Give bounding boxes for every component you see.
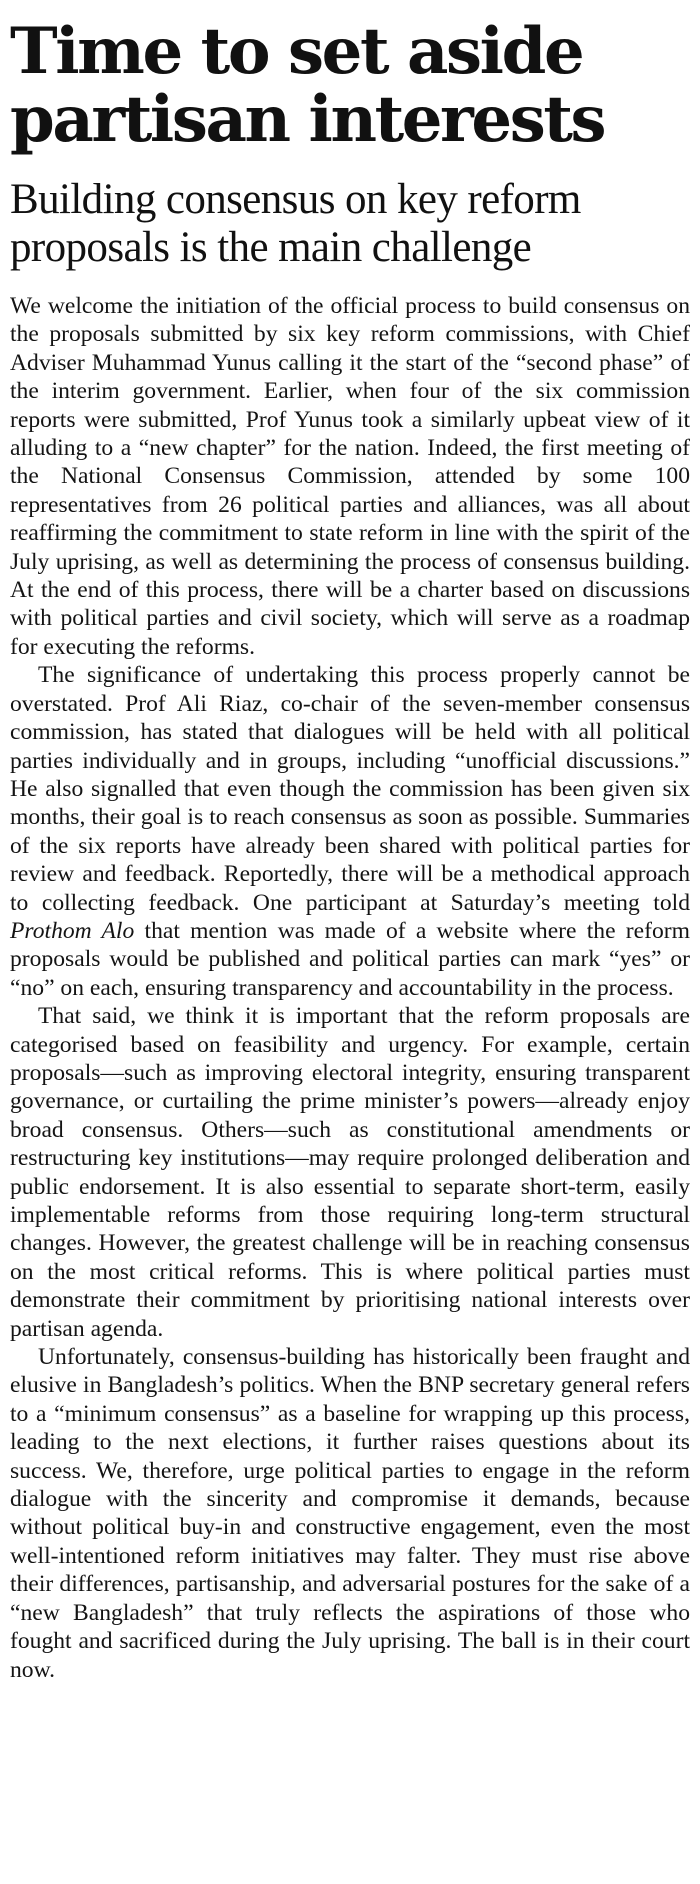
subheadline: Building consensus on key reform proposals is the main challenge (10, 176, 581, 271)
headline: Time to set aside partisan interests (10, 14, 605, 157)
article-body (10, 292, 690, 1684)
publication-name: Prothom Alo (10, 917, 135, 944)
paragraph-4: Unfortunately, consensus-building has historically been fraught and elusive in Bangladesh’s politics. When the BNP secretary general refers to a “minimum consensus” as a baseline for wrapping up this process, leading to the next elections, it further raises questions about its success. We, therefore, urge political parties to engage in the reform dialogue with the sincerity and compromise it demands, because without political buy-in and constructive engagement, even the most well-intentioned reform initiatives may falter. They must rise above their differences, partisanship, and adversarial postures for the sake of a “new Bangladesh” that truly reflects the aspirations of those who fought and sacrificed during the July uprising. The ball is in their court now. (10, 1344, 690, 1683)
paragraph-1: We welcome the initiation of the official process to build consensus on the proposals submitted by six key reform commissions, with Chief Adviser Muhammad Yunus calling it the start of the “second phase” of the interim government. Earlier, when four of the six commission reports were submitted, Prof Yunus took a similarly upbeat view of it alluding to a “new chapter” for the nation. Indeed, the first meeting of the National Consensus Commission, attended by some 100 representatives from 26 political parties and alliances, was all about reaffirming the commitment to state reform in line with the spirit of the July uprising, as well as determining the process of consensus building. At the end of this process, there will be a charter based on discussions with political parties and civil society, which will serve as a roadmap for executing the reforms. (10, 293, 690, 660)
paragraph-2-text-after: that mention was made of a website where the reform proposals would be published and political parties can mark “yes” or “no” on each, ensuring transparency and accountability in the process. (10, 917, 690, 1001)
paragraph-2 (10, 661, 690, 1002)
paragraph-2-text-before: The significance of undertaking this process properly cannot be overstated. Prof Ali Riaz, co-chair of the seven-member consensus commission, has stated that dialogues will be held with all political parties individually and in groups, including “unofficial discussions.” He also signalled that even though the commission has been given six months, their goal is to reach consensus as soon as possible. Summaries of the six reports have already been shared with political parties for review and feedback. Reportedly, there will be a methodical approach to collecting feedback. One participant at Saturday’s meeting told (10, 662, 690, 916)
paragraph-3: That said, we think it is important that the reform proposals are categorised based on feasibility and urgency. For example, certain proposals—such as improving electoral integrity, ensuring transparent governance, or curtailing the prime minister’s powers—already enjoy broad consensus. Others—such as constitutional amendments or restructuring key institutions—may require prolonged deliberation and public endorsement. It is also essential to separate short-term, easily implementable reforms from those requiring long-term structural changes. However, the greatest challenge will be in reaching consensus on the most critical reforms. This is where political parties must demonstrate their commitment by prioritising national interests over partisan agenda. (10, 1003, 690, 1342)
